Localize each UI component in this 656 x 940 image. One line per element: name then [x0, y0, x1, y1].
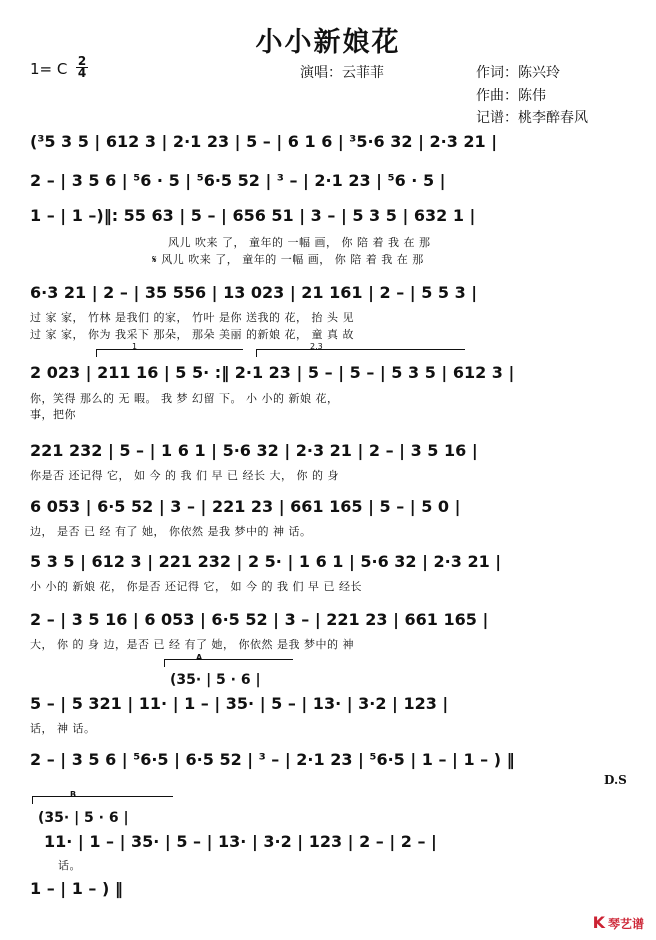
notation-row: 221 232 | 5 – | 1 6 1 | 5·6 32 | 2·3 21 | 2 – | 3 5 16 | — [30, 441, 478, 460]
notation-row: 6 053 | 6·5 52 | 3 – | 221 23 | 661 165 | 5 – | 5 0 | — [30, 497, 461, 516]
volta-bracket-second — [256, 349, 465, 357]
lyric-line: 过 家 家， 竹林 是我们 的家， 竹叶 是你 送我的 花， 抬 头 见 — [30, 311, 354, 324]
song-title: 小小新娘花 — [255, 27, 401, 58]
logo-mark-icon: K — [592, 913, 605, 932]
lyric-line: 话。 — [58, 859, 81, 872]
notation-row: 2 – | 3 5 16 | 6 053 | 6·5 52 | 3 – | 221 23 | 661 165 | — [30, 610, 489, 629]
lyricist-credit: 作词：陈兴玲 — [476, 65, 560, 81]
notation-row: 11· | 1 – | 35· | 5 – | 13· | 3·2 | 123 | 2 – | 2 – | — [44, 832, 437, 851]
volta-label-a: A — [196, 653, 203, 662]
notation-row: 1 – | 1 – ) ‖ — [30, 879, 123, 898]
volta-label-b: B — [70, 790, 77, 799]
lyric-line: 大， 你 的 身 边，是否 已 经 有了 她， 你依然 是我 梦中的 神 — [30, 638, 354, 651]
notation-row: 6·3 21 | 2 – | 35 556 | 13 023 | 21 161 | 2 – | 5 5 3 | — [30, 283, 478, 302]
notation-row: (³5 3 5 | 612 3 | 2·1 23 | 5 – | 6 1 6 | ³5·6 32 | 2·3 21 | — [30, 132, 498, 151]
lyric-line: 话， 神 话。 — [30, 722, 96, 735]
volta-bracket-a — [164, 659, 293, 667]
notation-row: 2 023 | 211 16 | 5 5· :‖ 2·1 23 | 5 – | 5 – | 5 3 5 | 612 3 | — [30, 363, 515, 382]
lyric-line: 风儿 吹来 了， 童年的 一幅 画， 你 陪 着 我 在 那 — [168, 236, 431, 249]
lyric-line: 𝄋 风儿 吹来 了， 童年的 一幅 画， 你 陪 着 我 在 那 — [152, 253, 424, 266]
ossia-line: (35· | 5 · 6 | — [170, 672, 261, 688]
lyric-line: 边， 是否 已 经 有了 她， 你依然 是我 梦中的 神 话。 — [30, 525, 312, 538]
notation-row: 2 – | 3 5 6 | ⁵6 · 5 | ⁵6·5 52 | ³ – | 2·1 23 | ⁵6 · 5 | — [30, 171, 446, 190]
transcriber-credit: 记谱：桃李醉春风 — [476, 110, 588, 126]
volta-label-second: 2.3 — [310, 342, 323, 351]
notation-row: 5 3 5 | 612 3 | 221 232 | 2 5· | 1 6 1 | 5·6 32 | 2·3 21 | — [30, 552, 502, 571]
site-logo: K 琴艺谱 — [592, 913, 644, 932]
lyric-line: 事，把你 — [30, 408, 76, 421]
composer-credit: 作曲：陈伟 — [476, 88, 546, 104]
lyric-line: 你，笑得 那么的 无 暇。 我 梦 幻留 下。 小 小的 新娘 花， — [30, 392, 339, 405]
volta-bracket-b — [32, 796, 173, 804]
notation-row: 5 – | 5 321 | 11· | 1 – | 35· | 5 – | 13· | 3·2 | 123 | — [30, 694, 449, 713]
singer-credit: 演唱：云菲菲 — [300, 65, 384, 81]
ds-mark: D.S — [604, 773, 627, 787]
lyric-line: 过 家 家， 你为 我采下 那朵， 那朵 美丽 的新娘 花， 童 真 故 — [30, 328, 354, 341]
ossia-line: (35· | 5 · 6 | — [38, 810, 129, 826]
volta-bracket-first — [96, 349, 243, 357]
lyric-line: 小 小的 新娘 花， 你是否 还记得 它， 如 今 的 我 们 早 已 经长 — [30, 580, 362, 593]
key-signature: 1= C — [30, 60, 68, 78]
time-signature: $\frac{2}{4}$ — [77, 54, 87, 80]
notation-row: 2 – | 3 5 6 | ⁵6·5 | 6·5 52 | ³ – | 2·1 23 | ⁵6·5 | 1 – | 1 – ) ‖ — [30, 750, 515, 769]
notation-row: 1 – | 1 –)‖: 55 63 | 5 – | 656 51 | 3 – | 5 3 5 | 632 1 | — [30, 206, 476, 225]
lyric-line: 你是否 还记得 它， 如 今 的 我 们 早 已 经长 大， 你 的 身 — [30, 469, 339, 482]
volta-label-first: 1 — [132, 342, 138, 351]
